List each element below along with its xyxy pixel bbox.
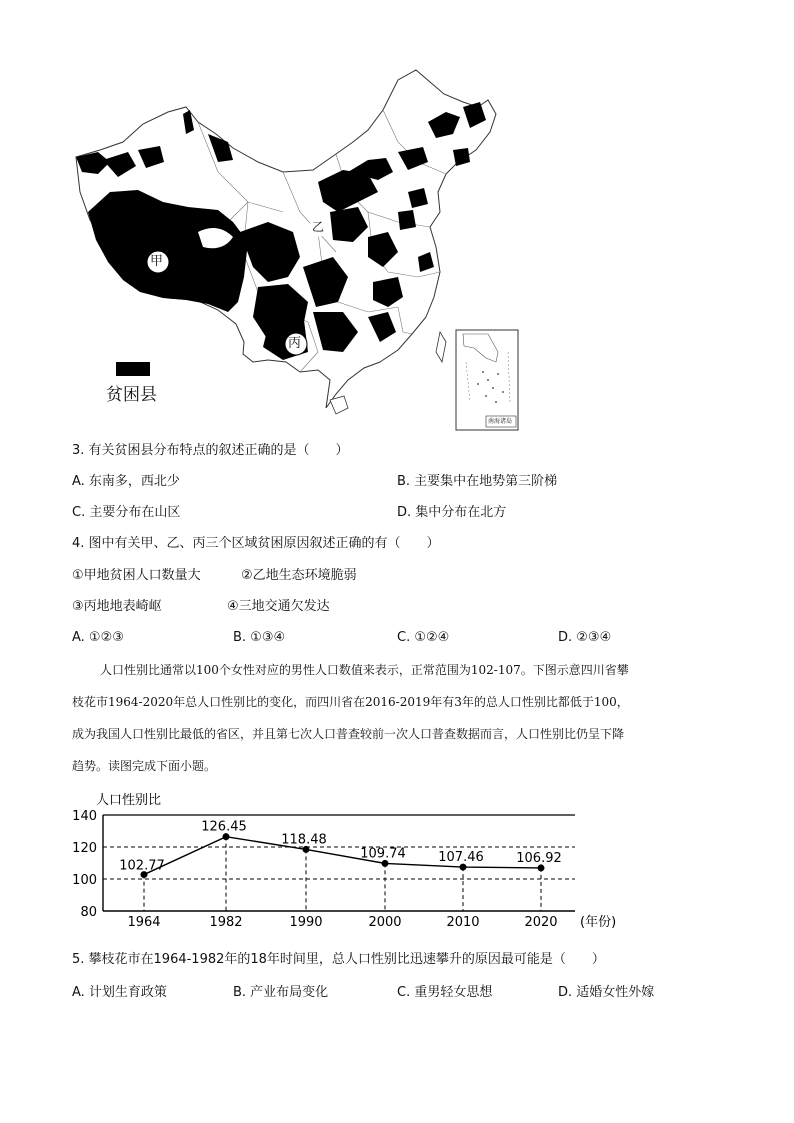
q4-option-a[interactable]: A. ①②③ (72, 630, 124, 645)
data-label: 107.46 (438, 850, 484, 866)
data-label: 102.77 (119, 858, 165, 874)
inset-label: 南海诸岛 (488, 418, 513, 425)
legend-label: 贫困县 (106, 385, 157, 405)
q4-statement-3: ③丙地地表崎岖 (72, 599, 162, 614)
y-tick-label: 100 (72, 873, 97, 888)
passage (72, 654, 712, 782)
x-tick-label: 1990 (289, 915, 323, 930)
q5-option-b[interactable]: B. 产业布局变化 (233, 985, 329, 1000)
data-label: 106.92 (516, 850, 562, 866)
marker-bing: 丙 (288, 336, 302, 351)
q4-option-c[interactable]: C. ①②④ (397, 630, 450, 645)
q3-stem: 3. 有关贫困县分布特点的叙述正确的是（ ） (72, 443, 349, 458)
y-tick-label: 140 (72, 809, 97, 824)
q4-statement-1: ①甲地贫困人口数量大 (72, 568, 201, 583)
sex-ratio-chart (70, 786, 650, 934)
q4-option-d[interactable]: D. ②③④ (558, 630, 612, 645)
y-tick-label: 80 (80, 905, 97, 920)
x-tick-label: 2010 (446, 915, 480, 930)
data-label: 126.45 (201, 819, 247, 835)
chart-ylabel: 人口性别比 (96, 793, 162, 808)
data-label: 118.48 (281, 832, 327, 848)
q4-statement-4: ④三地交通欠发达 (227, 599, 330, 614)
chart-xlabel: (年份) (580, 915, 617, 930)
x-tick-label: 2000 (368, 915, 402, 930)
taiwan-outline (436, 332, 446, 362)
passage-line-4: 趋势。读图完成下面小题。 (72, 759, 217, 773)
q5-option-d[interactable]: D. 适婚女性外嫁 (558, 985, 655, 1000)
q5-option-c[interactable]: C. 重男轻女思想 (397, 985, 493, 1000)
china-poverty-map (68, 62, 528, 434)
q3-option-a[interactable]: A. 东南多，西北少 (72, 474, 180, 489)
data-label: 109.74 (360, 846, 406, 862)
marker-yi: 乙 (312, 220, 325, 234)
passage-line-3: 成为我国人口性别比最低的省区，并且第七次人口普查较前一次人口普查数据而言，人口性别比仍呈下降 (72, 727, 625, 741)
x-tick-label: 1964 (127, 915, 161, 930)
x-tick-label: 1982 (209, 915, 243, 930)
x-tick-label: 2020 (524, 915, 558, 930)
q3-option-b[interactable]: B. 主要集中在地势第三阶梯 (397, 474, 558, 489)
chart-svg (70, 786, 650, 934)
legend-swatch (116, 362, 150, 376)
y-tick-label: 120 (72, 841, 97, 856)
q4-stem: 4. 图中有关甲、乙、丙三个区域贫困原因叙述正确的有（ ） (72, 536, 440, 551)
q3-option-d[interactable]: D. 集中分布在北方 (397, 505, 507, 520)
passage-line-1: 人口性别比通常以100个女性对应的男性人口数值来表示，正常范围为102-107。下图示意四川省攀 (100, 663, 629, 677)
q4-statement-2: ②乙地生态环境脆弱 (241, 568, 357, 583)
q5-option-a[interactable]: A. 计划生育政策 (72, 985, 167, 1000)
passage-line-2: 枝花市1964-2020年总人口性别比的变化，而四川省在2016-2019年有3年的总人口性别比都低于100， (72, 695, 629, 709)
marker-jia: 甲 (150, 254, 164, 269)
q5-stem: 5. 攀枝花市在1964-1982年的18年时间里，总人口性别比迅速攀升的原因最可能是（ ） (72, 952, 605, 967)
q3-option-c[interactable]: C. 主要分布在山区 (72, 505, 181, 520)
q4-option-b[interactable]: B. ①③④ (233, 630, 286, 645)
map-svg (68, 62, 528, 434)
